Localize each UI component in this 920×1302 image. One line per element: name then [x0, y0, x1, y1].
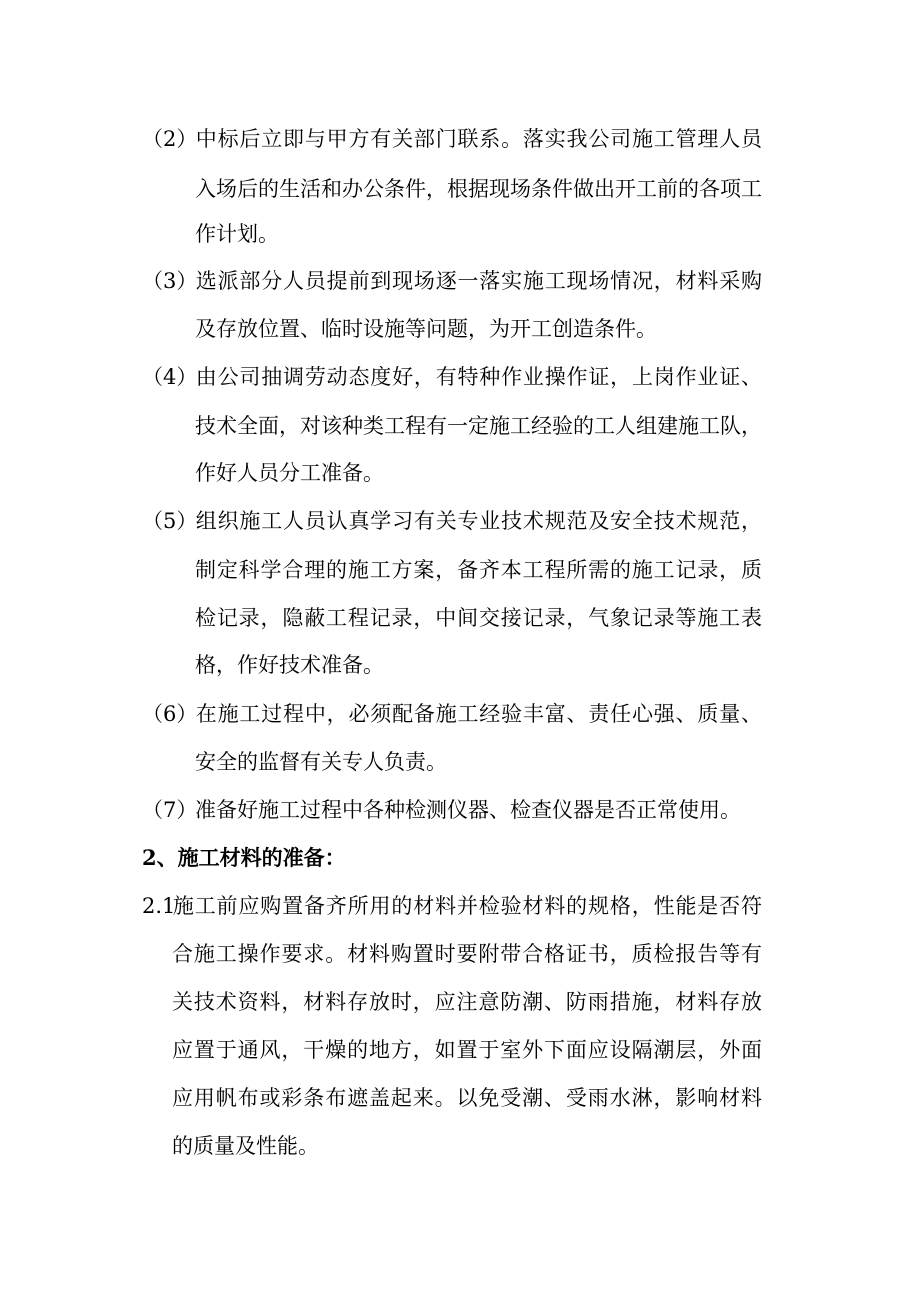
list-item-2-line-1 [142, 124, 762, 154]
section-text: 施工前应购置备齐所用的材料并检验材料的规格，性能是否符 [172, 894, 762, 918]
list-item-5-line-1 [142, 506, 762, 536]
section-number: 2.1 [142, 894, 176, 918]
section-2-1-line-1 [142, 891, 762, 921]
list-item-2-line-3: 作计划。 [195, 222, 279, 246]
list-item-text: 中标后立即与甲方有关部门联系。落实我公司施工管理人员 [195, 127, 762, 151]
list-item-5-line-2: 制定科学合理的施工方案，备齐本工程所需的施工记录，质 [195, 558, 762, 582]
list-item-7-line-1 [142, 795, 762, 825]
list-item-6-line-1 [142, 699, 762, 729]
list-item-5-line-4: 格，作好技术准备。 [195, 653, 384, 677]
list-item-5-line-3: 检记录，隐蔽工程记录，中间交接记录，气象记录等施工表 [195, 606, 762, 630]
section-2-1-line-4: 应置于通风，干燥的地方，如置于室外下面应设隔潮层，外面 [172, 1038, 762, 1062]
section-heading: 2、施工材料的准备： [142, 845, 346, 870]
list-item-3-line-1 [142, 266, 762, 296]
list-item-2-line-2: 入场后的生活和办公条件，根据现场条件做出开工前的各项工 [195, 177, 762, 201]
list-item-6-line-2: 安全的监督有关专人负责。 [195, 750, 447, 774]
list-item-number: （2） [142, 127, 198, 151]
list-item-text: 准备好施工过程中各种检测仪器、检查仪器是否正常使用。 [195, 798, 741, 822]
section-2-1-line-5: 应用帆布或彩条布遮盖起来。以免受潮、受雨水淋，影响材料 [172, 1086, 762, 1110]
list-item-text: 选派部分人员提前到现场逐一落实施工现场情况，材料采购 [195, 269, 762, 293]
list-item-number: （3） [142, 269, 198, 293]
list-item-text: 由公司抽调劳动态度好，有特种作业操作证，上岗作业证、 [195, 365, 762, 389]
list-item-4-line-2: 技术全面，对该种类工程有一定施工经验的工人组建施工队， [195, 414, 762, 438]
list-item-text: 在施工过程中，必须配备施工经验丰富、责任心强、质量、 [195, 702, 762, 726]
list-item-number: （5） [142, 509, 198, 533]
list-item-text: 组织施工人员认真学习有关专业技术规范及安全技术规范， [195, 509, 762, 533]
section-2-1-line-2: 合施工操作要求。材料购置时要附带合格证书，质检报告等有 [172, 942, 762, 966]
list-item-4-line-3: 作好人员分工准备。 [195, 461, 384, 485]
list-item-3-line-2: 及存放位置、临时设施等问题，为开工创造条件。 [195, 317, 657, 341]
list-item-number: （4） [142, 365, 198, 389]
list-item-4-line-1 [142, 362, 762, 392]
section-2-1-line-3: 关技术资料，材料存放时，应注意防潮、防雨措施，材料存放 [172, 990, 762, 1014]
list-item-number: （6） [142, 702, 198, 726]
list-item-number: （7） [142, 798, 198, 822]
section-2-1-line-6: 的质量及性能。 [172, 1134, 319, 1158]
